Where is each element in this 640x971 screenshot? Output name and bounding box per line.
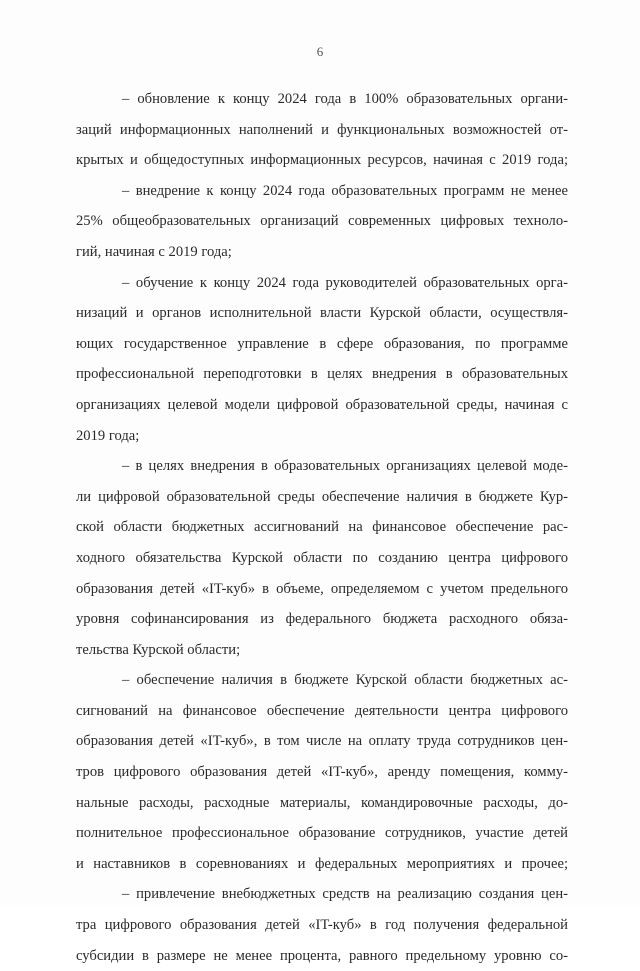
text-line: ской области бюджетных ассигнований на финансовое обеспечение рас-	[76, 519, 568, 536]
page-number: 6	[316, 44, 324, 59]
document-body	[76, 84, 568, 971]
text-line: субсидии в размере не менее процента, равного предельному уровню со-	[76, 947, 568, 964]
text-line: – обучение к концу 2024 года руководителей образовательных орга-	[122, 274, 568, 291]
text-line: профессиональной переподготовки в целях внедрения в образовательных	[76, 366, 568, 383]
paragraph-6	[76, 879, 568, 971]
text-line: и наставников в соревнованиях и федеральных мероприятиях и прочее;	[76, 855, 568, 872]
text-line: образования детей «IT-куб», в том числе на оплату труда сотрудников цен-	[76, 733, 568, 750]
text-line: ющих государственное управление в сфере образования, по программе	[76, 335, 568, 352]
paragraph-1	[76, 84, 568, 176]
text-line: – в целях внедрения в образовательных организациях целевой моде-	[122, 458, 568, 475]
paragraph-5	[76, 665, 568, 879]
text-line: ли цифровой образовательной среды обеспечение наличия в бюджете Кур-	[76, 488, 568, 505]
text-line: – привлечение внебюджетных средств на реализацию создания цен-	[122, 886, 568, 903]
text-line: ходного обязательства Курской области по созданию центра цифрового	[76, 549, 568, 566]
paragraph-2	[76, 176, 568, 268]
text-line: низаций и органов исполнительной власти Курской области, осуществля-	[76, 305, 568, 322]
text-line: гий, начиная с 2019 года;	[76, 243, 232, 260]
text-line: организациях целевой модели цифровой образовательной среды, начиная с	[76, 396, 568, 413]
text-line: тельства Курской области;	[76, 641, 241, 658]
text-line: заций информационных наполнений и функциональных возможностей от-	[76, 121, 568, 138]
paragraph-4	[76, 451, 568, 665]
text-line: образования детей «IT-куб» в объеме, определяемом с учетом предельного	[76, 580, 568, 597]
text-line: – обновление к концу 2024 года в 100% образовательных органи-	[122, 91, 568, 107]
text-line: – внедрение к концу 2024 года образовательных программ не менее	[122, 182, 568, 199]
text-line: 25% общеобразовательных организаций современных цифровых техноло-	[76, 213, 568, 230]
text-line: – обеспечение наличия в бюджете Курской области бюджетных ас-	[122, 672, 568, 689]
text-line: тра цифрового образования детей «IT-куб» в год получения федеральной	[76, 917, 568, 934]
paragraph-3	[76, 268, 568, 452]
text-line: сигнований на финансовое обеспечение деятельности центра цифрового	[76, 702, 568, 719]
text-line: нальные расходы, расходные материалы, командировочные расходы, до-	[76, 794, 568, 811]
text-line: крытых и общедоступных информационных ресурсов, начиная с 2019 года;	[76, 152, 568, 169]
text-line: 2019 года;	[76, 427, 140, 444]
text-line: тров цифрового образования детей «IT-куб», аренду помещения, комму-	[76, 764, 568, 781]
text-line: полнительное профессиональное образование сотрудников, участие детей	[76, 825, 568, 842]
text-line: уровня софинансирования из федерального бюджета расходного обяза-	[76, 611, 568, 628]
